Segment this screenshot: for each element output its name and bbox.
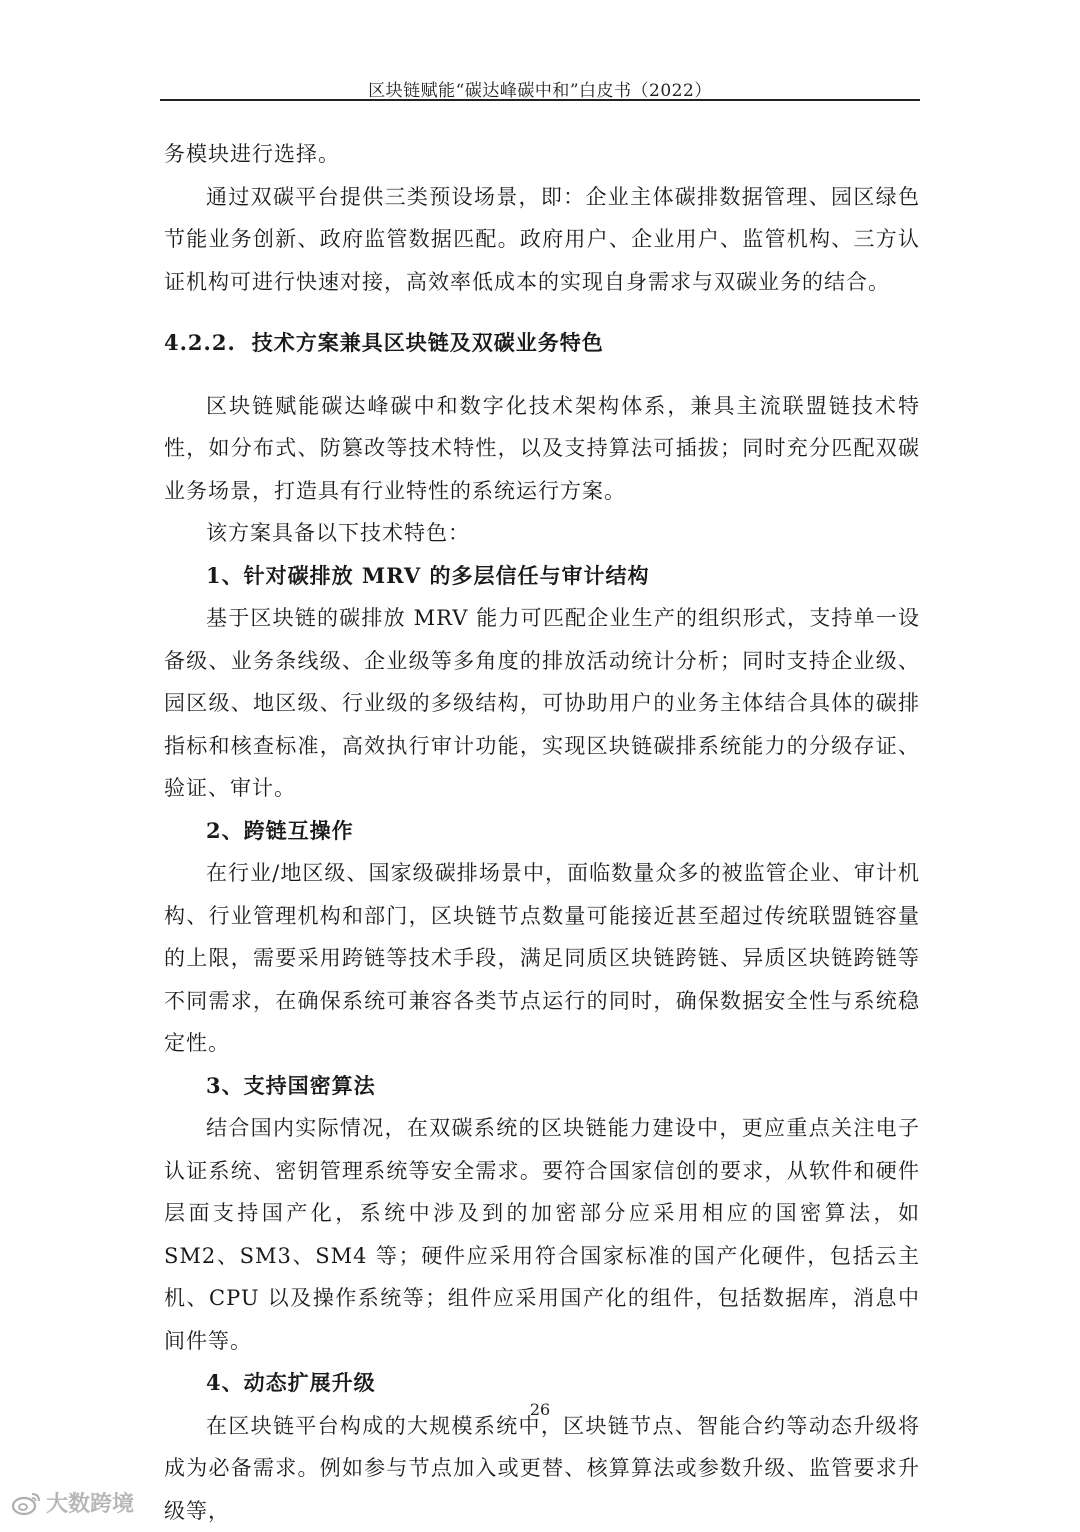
header-divider (160, 99, 920, 101)
feature-body: 在区块链平台构成的大规模系统中，区块链节点、智能合约等动态升级将成为必备需求。例如参与节点加入或更替、核算算法或参数升级、监管要求升级等， (164, 1405, 920, 1532)
section-title: 技术方案兼具区块链及双碳业务特色 (252, 330, 604, 355)
paragraph-continuation: 务模块进行选择。 (164, 133, 920, 176)
feature-heading: 2、跨链互操作 (164, 810, 920, 853)
page-number: 26 (0, 1400, 1080, 1419)
running-header-title: 区块链赋能“碳达峰碳中和”白皮书（2022） (160, 76, 920, 101)
feature-heading: 3、支持国密算法 (164, 1065, 920, 1108)
feature-body: 在行业/地区级、国家级碳排场景中，面临数量众多的被监管企业、审计机构、行业管理机构和部门，区块链节点数量可能接近甚至超过传统联盟链容量的上限，需要采用跨链等技术手段，满足同质区块链跨链、异质区块链跨链等不同需求，在确保系统可兼容各类节点运行的同时，确保数据安全性与系统稳定性。 (164, 852, 920, 1065)
watermark-text: 大数跨境 (46, 1487, 134, 1518)
feature-body: 基于区块链的碳排放 MRV 能力可匹配企业生产的组织形式，支持单一设备级、业务条线级、企业级等多角度的排放活动统计分析；同时支持企业级、园区级、地区级、行业级的多级结构，可协助用户的业务主体结合具体的碳排指标和核查标准，高效执行审计功能，实现区块链碳排系统能力的分级存证、验证、审计。 (164, 597, 920, 810)
paragraph-scenarios: 通过双碳平台提供三类预设场景，即：企业主体碳排数据管理、园区绿色节能业务创新、政府监管数据匹配。政府用户、企业用户、监管机构、三方认证机构可进行快速对接，高效率低成本的实现自身需求与双碳业务的结合。 (164, 176, 920, 304)
watermark (12, 1487, 134, 1518)
feature-heading: 4、动态扩展升级 (164, 1362, 920, 1405)
document-body (164, 133, 920, 1532)
section-heading (164, 303, 920, 385)
section-number: 4.2.2. (164, 330, 236, 355)
paragraph-architecture: 区块链赋能碳达峰碳中和数字化技术架构体系，兼具主流联盟链技术特性，如分布式、防篡改等技术特性，以及支持算法可插拔；同时充分匹配双碳业务场景，打造具有行业特性的系统运行方案。 (164, 385, 920, 513)
feature-body: 结合国内实际情况，在双碳系统的区块链能力建设中，更应重点关注电子认证系统、密钥管理系统等安全需求。要符合国家信创的要求，从软件和硬件层面支持国产化，系统中涉及到的加密部分应采用相应的国密算法，如 SM2、SM3、SM4 等；硬件应采用符合国家标准的国产化硬件，包括云主机、CPU 以及操作系统等；组件应采用国产化的组件，包括数据库，消息中间件等。 (164, 1107, 920, 1362)
weibo-logo-icon (12, 1490, 42, 1516)
feature-heading: 1、针对碳排放 MRV 的多层信任与审计结构 (164, 555, 920, 598)
paragraph-intro-features: 该方案具备以下技术特色： (164, 512, 920, 555)
